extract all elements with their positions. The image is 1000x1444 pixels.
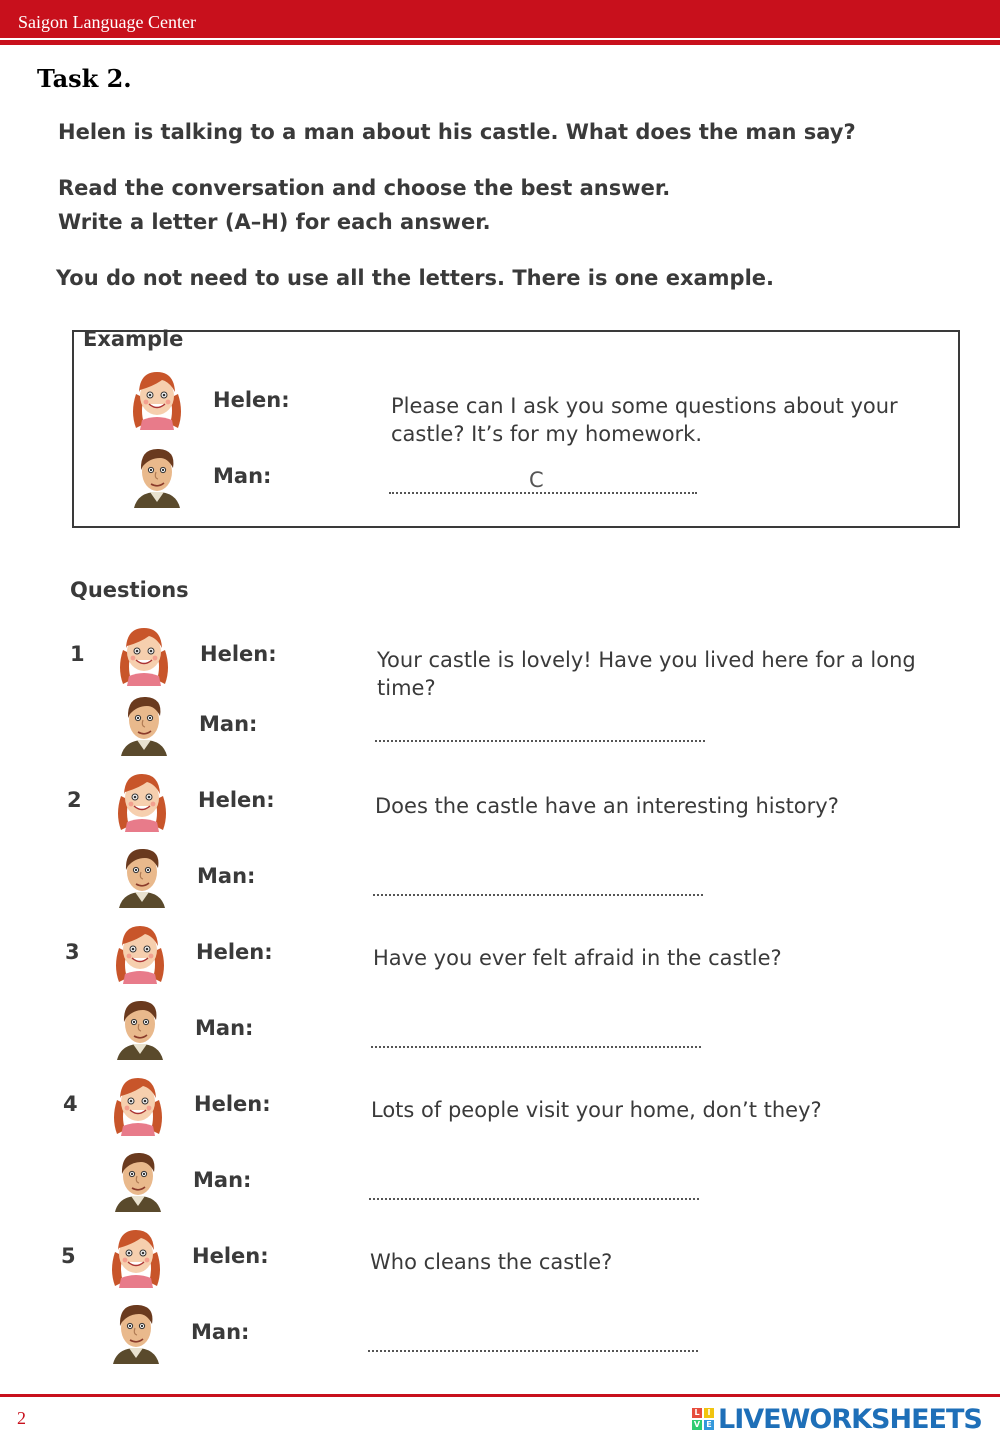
q3-answer-line[interactable] [371,1044,701,1048]
instruction-4: You do not need to use all the letters. There is one example. [56,266,775,290]
q5-helen-label: Helen: [192,1244,269,1268]
questions-label: Questions [70,578,189,602]
girl-avatar-icon [113,620,175,686]
question-number-5: 5 [61,1244,76,1268]
q3-man-label: Man: [195,1016,254,1040]
example-helen-text: Please can I ask you some questions about your castle? It’s for my homework. [391,394,898,446]
q4-answer-line[interactable] [369,1196,699,1200]
q4-man-label: Man: [193,1168,252,1192]
question-number-3: 3 [65,940,80,964]
logo-text: LIVEWORKSHEETS [718,1403,982,1435]
header-title: Saigon Language Center [18,12,196,32]
example-label: Example [83,327,184,351]
q5-man-label: Man: [191,1320,250,1344]
girl-avatar-icon [107,1070,169,1136]
header-divider [0,40,1000,45]
instruction-3: Write a letter (A–H) for each answer. [58,210,491,234]
instruction-1: Helen is talking to a man about his castle. What does the man say? [58,120,856,144]
man-avatar-icon [113,690,175,756]
q3-helen-text: Have you ever felt afraid in the castle? [373,946,782,970]
man-avatar-icon [111,842,173,908]
q1-helen-label: Helen: [200,642,277,666]
girl-avatar-icon [126,364,188,430]
q2-helen-text: Does the castle have an interesting history? [375,794,839,818]
q2-helen-label: Helen: [198,788,275,812]
q2-answer-line[interactable] [373,892,703,896]
liveworksheets-logo[interactable] [692,1404,982,1434]
task-title: Task 2. [37,64,132,93]
question-number-2: 2 [67,788,82,812]
footer-divider [0,1394,1000,1397]
logo-square-i: I [704,1408,714,1418]
q4-helen-text: Lots of people visit your home, don’t they? [371,1098,822,1122]
q4-helen-label: Helen: [194,1092,271,1116]
man-avatar-icon [109,994,171,1060]
logo-square-v: V [693,1420,701,1429]
girl-avatar-icon [105,1222,167,1288]
question-number-1: 1 [70,642,85,666]
q3-helen-label: Helen: [196,940,273,964]
q1-answer-line[interactable] [375,738,705,742]
logo-square-e: E [704,1420,714,1430]
q1-man-label: Man: [199,712,258,736]
girl-avatar-icon [111,766,173,832]
instruction-2: Read the conversation and choose the best answer. [58,176,671,200]
q5-answer-line[interactable] [368,1348,698,1352]
q5-helen-text: Who cleans the castle? [370,1250,613,1274]
example-helen-label: Helen: [213,388,290,412]
man-avatar-icon [105,1298,167,1364]
girl-avatar-icon [109,918,171,984]
man-avatar-icon [107,1146,169,1212]
logo-squares-icon [692,1408,714,1430]
example-man-label: Man: [213,464,272,488]
example-answer: C [529,468,544,492]
q1-helen-text: Your castle is lovely! Have you lived here for a long time? [377,648,916,700]
man-avatar-icon [126,442,188,508]
q2-man-label: Man: [197,864,256,888]
page-number: 2 [17,1408,26,1428]
logo-square-l: L [692,1408,702,1418]
header-bar [0,0,1000,38]
question-number-4: 4 [63,1092,78,1116]
